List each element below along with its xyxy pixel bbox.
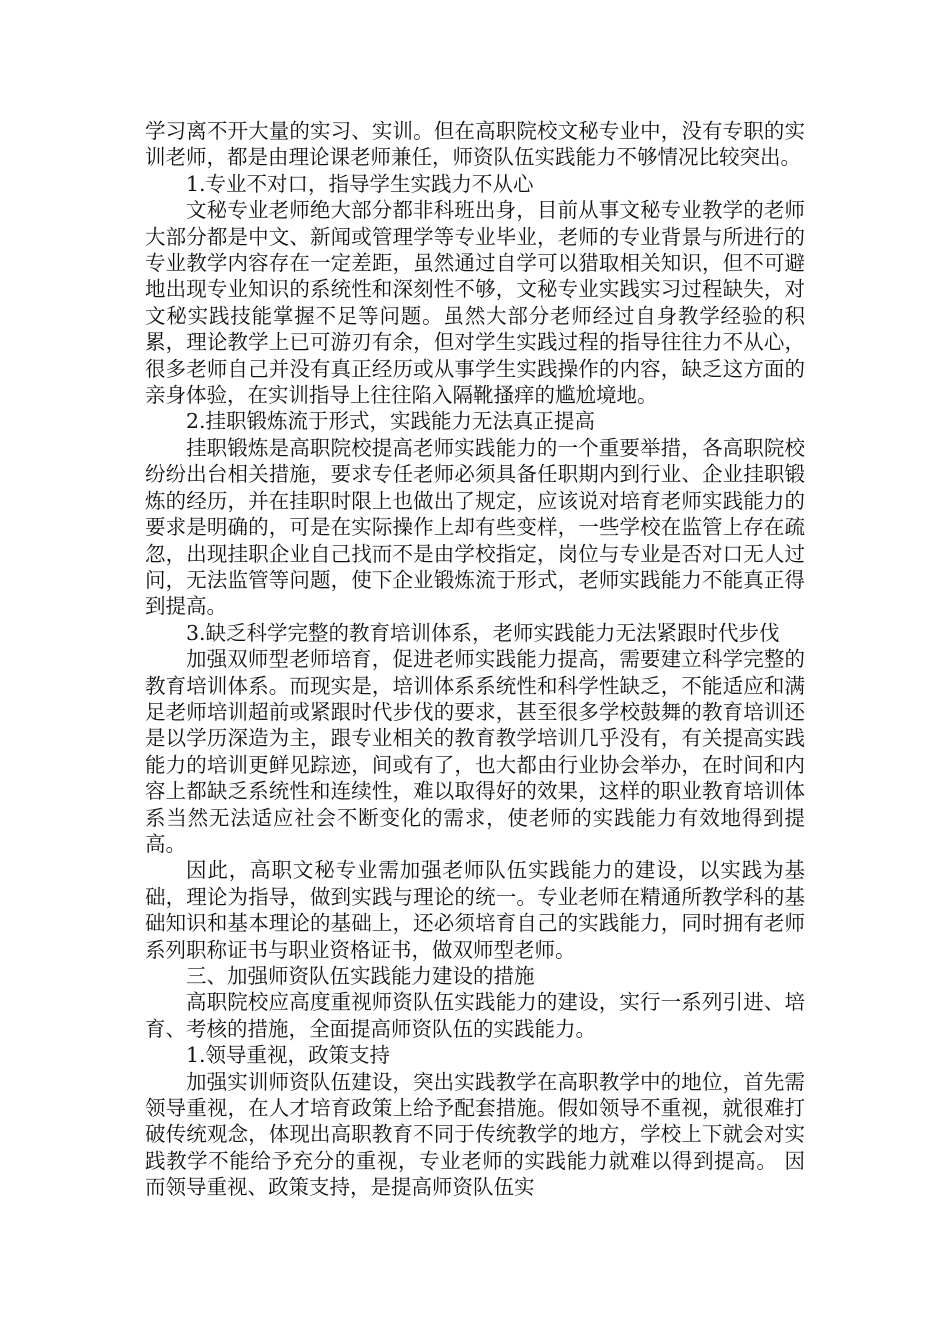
paragraph-conclusion: 因此，高职文秘专业需加强老师队伍实践能力的建设，以实践为基础，理论为指导，做到实践与理论的统一。专业老师在精通所教学科的基础知识和基本理论的基础上，还必须培育自己的实践能力，同时拥有老师系列职称证书与职业资格证书，做双师型老师。 bbox=[145, 858, 805, 962]
paragraph-2: 挂职锻炼是高职院校提高老师实践能力的一个重要举措，各高职院校纷纷出台相关措施，要求专任老师必须具备任职期内到行业、企业挂职锻炼的经历，并在挂职时限上也做出了规定，应该说对培育老师实践能力的要求是明确的，可是在实际操作上却有些变样，一些学校在监管上存在疏忽，出现挂职企业自己找而不是由学校指定，岗位与专业是否对口无人过问，无法监管等问题，使下企业锻炼流于形式，老师实践能力不能真正得到提高。 bbox=[145, 435, 805, 619]
paragraph-3: 加强双师型老师培育，促进老师实践能力提高，需要建立科学完整的教育培训体系。而现实是，培训体系系统性和科学性缺乏，不能适应和满足老师培训超前或紧跟时代步伐的要求，甚至很多学校鼓舞的教育培训还是以学历深造为主，跟专业相关的教育教学培训几乎没有，有关提高实践能力的培训更鲜见踪迹，间或有了，也大都由行业协会举办，在时间和内容上都缺乏系统性和连续性，难以取得好的效果，这样的职业教育培训体系当然无法适应社会不断变化的需求，使老师的实践能力有效地得到提高。 bbox=[145, 647, 805, 856]
paragraph-section-intro: 高职院校应高度重视师资队伍实践能力的建设，实行一系列引进、培育、考核的措施，全面提高师资队伍的实践能力。 bbox=[145, 990, 805, 1041]
paragraph-4: 加强实训师资队伍建设，突出实践教学在高职教学中的地位，首先需领导重视，在人才培育政策上给予配套措施。假如领导不重视，就很难打破传统观念，体现出高职教育不同于传统教学的地方，学校上下就会对实践教学不能给予充分的重视，专业老师的实践能力就难以得到提高。 因而领导重视、政策支持，是提高师资队伍实 bbox=[145, 1069, 805, 1200]
heading-2: 2.挂职锻炼流于形式，实践能力无法真正提高 bbox=[186, 409, 596, 434]
document-page bbox=[145, 118, 805, 1201]
subheading-1: 1.领导重视，政策支持 bbox=[186, 1043, 391, 1068]
heading-3: 3.缺乏科学完整的教育培训体系，老师实践能力无法紧跟时代步伐 bbox=[186, 620, 780, 645]
heading-1: 1.专业不对口，指导学生实践力不从心 bbox=[186, 171, 534, 196]
paragraph-1: 文秘专业老师绝大部分都非科班出身，目前从事文秘专业教学的老师大部分都是中文、新闻或管理学等专业毕业，老师的专业背景与所进行的专业教学内容存在一定差距，虽然通过自学可以猎取相关知识，但不可避地出现专业知识的系统性和深刻性不够，文秘专业实践实习过程缺失，对文秘实践技能掌握不足等问题。虽然大部分老师经过自身教学经验的积累，理论教学上已可游刃有余，但对学生实践过程的指导往往力不从心，很多老师自己并没有真正经历或从事学生实践操作的内容，缺乏这方面的亲身体验，在实训指导上往往陷入隔靴搔痒的尴尬境地。 bbox=[145, 198, 805, 408]
section-heading-3: 三、加强师资队伍实践能力建设的措施 bbox=[186, 964, 535, 988]
paragraph-intro: 学习离不开大量的实习、实训。但在高职院校文秘专业中，没有专职的实训老师，都是由理论课老师兼任，师资队伍实践能力不够情况比较突出。 bbox=[145, 119, 805, 170]
